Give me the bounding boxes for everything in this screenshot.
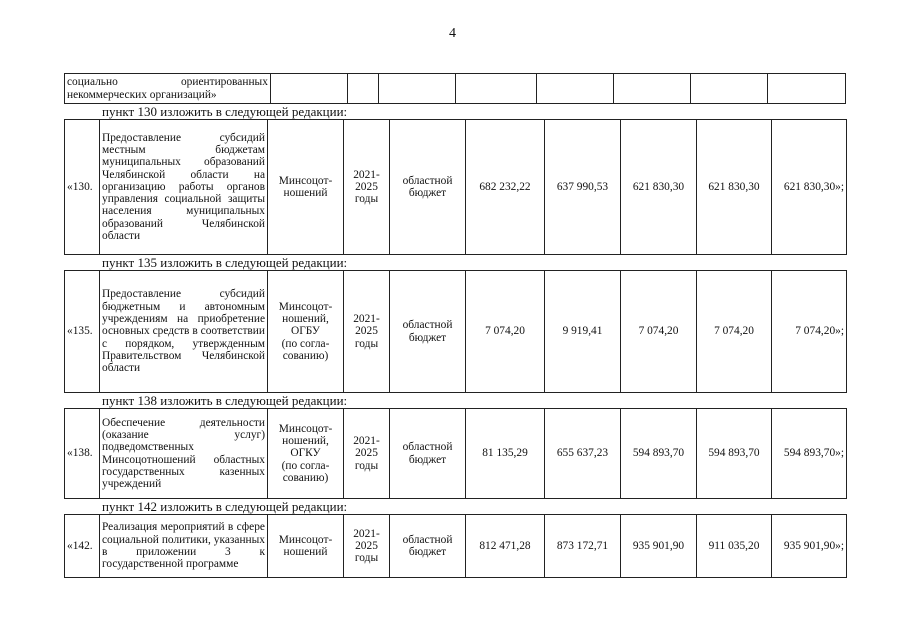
source-line: областной xyxy=(402,441,453,454)
item-description: Обеспечение деятельности (оказание услуг) подведомственных Минсоцотношений областных государственных казенных учреждений xyxy=(100,409,268,499)
period-line: 2025 xyxy=(355,325,378,338)
empty-cell xyxy=(270,74,347,104)
amount-2021: 812 471,28 xyxy=(466,515,545,578)
empty-cell xyxy=(613,74,690,104)
amount-2023: 594 893,70 xyxy=(621,409,697,499)
executor-line: Минсоцот- xyxy=(278,300,333,313)
executor-cell xyxy=(268,120,344,255)
period-line: годы xyxy=(354,193,379,206)
period-cell xyxy=(344,515,390,578)
period-line: 2021- xyxy=(353,435,380,448)
table-item-138 xyxy=(64,408,847,499)
item-number: «138. xyxy=(65,409,100,499)
amendment-note: пункт 130 изложить в следующей редакции: xyxy=(102,104,348,119)
executor-cell xyxy=(268,409,344,499)
amount-2024: 621 830,30 xyxy=(697,120,772,255)
amendment-note: пункт 135 изложить в следующей редакции: xyxy=(102,255,348,270)
executor-line: (по согла- xyxy=(281,459,330,472)
amount-2025: 621 830,30»; xyxy=(772,120,847,255)
period-line: 2025 xyxy=(355,447,378,460)
amount-2023: 7 074,20 xyxy=(621,271,697,393)
executor-line: ОГКУ xyxy=(290,447,321,460)
item-number: «130. xyxy=(65,120,100,255)
source-line: бюджет xyxy=(408,331,447,344)
table-item-130 xyxy=(64,119,847,255)
amount-2021: 682 232,22 xyxy=(466,120,545,255)
table-row xyxy=(65,409,847,499)
table-row xyxy=(65,120,847,255)
table-row xyxy=(65,271,847,393)
source-line: бюджет xyxy=(408,453,447,466)
executor-line: (по согла- xyxy=(281,337,330,350)
program-table xyxy=(64,73,846,578)
funding-source-cell xyxy=(390,515,466,578)
executor-line: сованию) xyxy=(282,471,329,484)
amount-2025: 7 074,20»; xyxy=(772,271,847,393)
amount-2021: 81 135,29 xyxy=(466,409,545,499)
amount-2023: 935 901,90 xyxy=(621,515,697,578)
empty-cell xyxy=(767,74,845,104)
executor-line: Минсоцот- xyxy=(278,533,333,546)
period-line: 2021- xyxy=(353,527,380,540)
description-line: некоммерческих организаций» xyxy=(67,88,217,101)
amount-2021: 7 074,20 xyxy=(466,271,545,393)
description-line: социально ориентированных xyxy=(67,76,268,89)
amount-2025: 935 901,90»; xyxy=(772,515,847,578)
amount-2024: 911 035,20 xyxy=(697,515,772,578)
executor-cell xyxy=(268,271,344,393)
executor-line: Минсоцот- xyxy=(278,174,333,187)
amount-2022: 655 637,23 xyxy=(545,409,621,499)
empty-cell xyxy=(379,74,456,104)
period-line: 2025 xyxy=(355,539,378,552)
empty-cell xyxy=(456,74,536,104)
executor-line: ношений xyxy=(283,187,328,199)
source-line: областной xyxy=(402,174,453,187)
period-line: 2021- xyxy=(353,313,380,326)
executor-line: Минсоцот- xyxy=(278,422,333,435)
item-description: Предоставление субсидий бюджетным и автономным учреждениям на приобретение основных средств в соответствии с порядком, утвержденным Правительством Челябинской области xyxy=(100,271,268,393)
amount-2022: 873 172,71 xyxy=(545,515,621,578)
empty-cell xyxy=(347,74,378,104)
period-line: годы xyxy=(354,459,379,472)
item-description: Реализация мероприятий в сфере социальной политики, указанных в приложении 3 к государственной программе xyxy=(100,515,268,578)
item-number: «142. xyxy=(65,515,100,578)
funding-source-cell xyxy=(390,409,466,499)
executor-cell xyxy=(268,515,344,578)
amount-2023: 621 830,30 xyxy=(621,120,697,255)
period-line: годы xyxy=(354,337,379,350)
executor-line: ношений, xyxy=(282,435,329,448)
source-line: областной xyxy=(402,319,453,332)
table-item-142 xyxy=(64,514,847,578)
source-line: бюджет xyxy=(408,546,447,558)
source-line: областной xyxy=(402,533,453,546)
executor-line: ношений, xyxy=(282,313,329,326)
executor-line: сованию) xyxy=(282,349,329,362)
table-row xyxy=(65,515,847,578)
period-line: годы xyxy=(354,552,379,565)
executor-line: ношений xyxy=(283,546,328,558)
item-description: Предоставление субсидий местным бюджетам муниципальных образований Челябинской области на организацию работы органов управления социальной защиты населения муниципальных образований Челябинской области xyxy=(100,120,268,255)
empty-cell xyxy=(690,74,767,104)
amount-2024: 7 074,20 xyxy=(697,271,772,393)
funding-source-cell xyxy=(390,120,466,255)
table-item-135 xyxy=(64,270,847,393)
period-line: 2021- xyxy=(353,168,380,181)
page-number: 4 xyxy=(449,26,456,41)
amendment-note: пункт 142 изложить в следующей редакции: xyxy=(102,499,348,514)
item-description xyxy=(65,74,271,104)
amount-2022: 9 919,41 xyxy=(545,271,621,393)
period-line: 2025 xyxy=(355,180,378,193)
table-continuation xyxy=(64,73,846,104)
amendment-note: пункт 138 изложить в следующей редакции: xyxy=(102,393,348,408)
amount-2025: 594 893,70»; xyxy=(772,409,847,499)
executor-line: ОГБУ xyxy=(290,325,321,338)
empty-cell xyxy=(536,74,613,104)
period-cell xyxy=(344,409,390,499)
item-number: «135. xyxy=(65,271,100,393)
funding-source-cell xyxy=(390,271,466,393)
period-cell xyxy=(344,120,390,255)
amount-2022: 637 990,53 xyxy=(545,120,621,255)
table-row xyxy=(65,74,846,104)
period-cell xyxy=(344,271,390,393)
amount-2024: 594 893,70 xyxy=(697,409,772,499)
source-line: бюджет xyxy=(408,187,447,199)
